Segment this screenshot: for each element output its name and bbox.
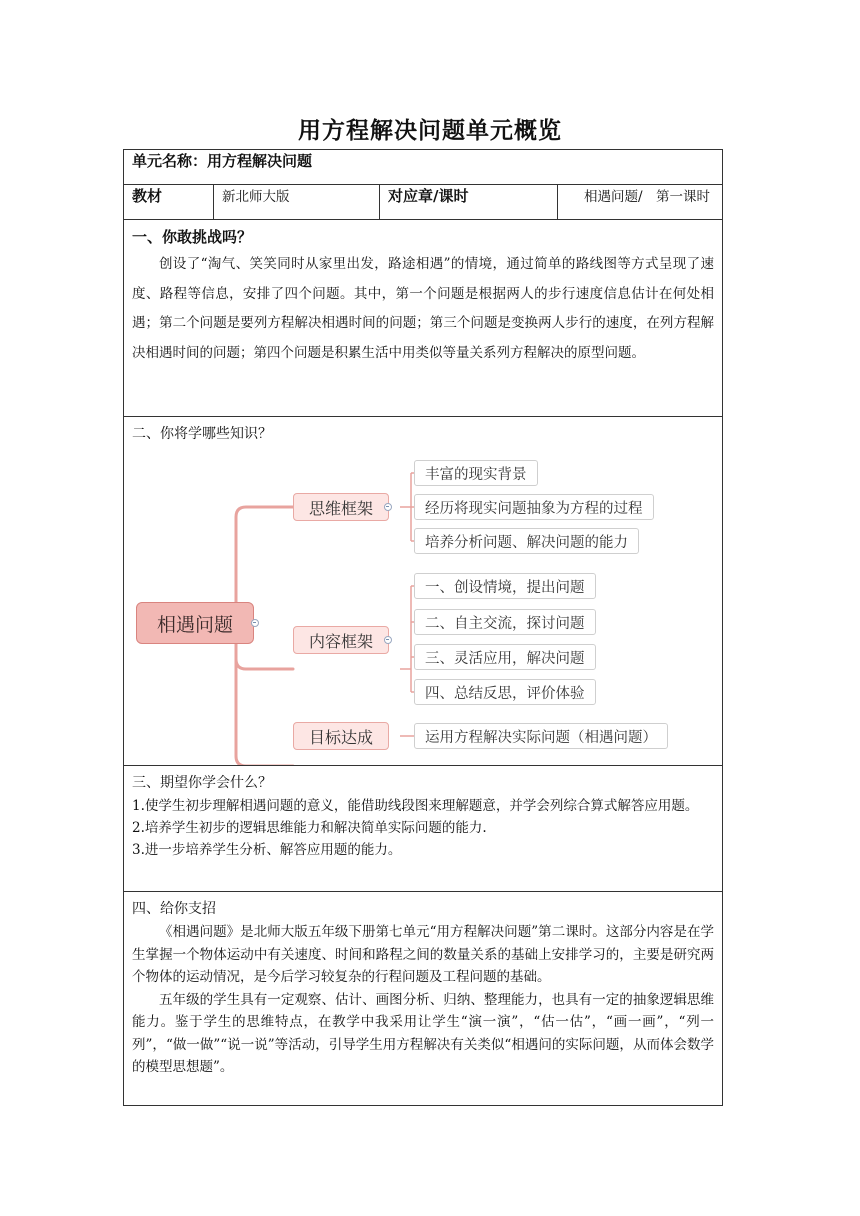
section-4-cell [124,892,723,1106]
section-1-body: 创设了“淘气、笑笑同时从家里出发，路途相遇”的情境，通过简单的路线图等方式呈现了速度、路程等信息，安排了四个问题。其中，第一个问题是根据两人的步行速度信息估计在何处相遇；第二个问题是要列方程解决相遇时间的问题；第三个问题是变换两人步行的速度，在列方程解决相遇时间的问题；第四个问题是积累生活中用类似等量关系列方程解决的原型问题。 [132,256,715,361]
unit-value: 用方程解决问题 [207,152,313,170]
goal-item-1: 1.使学生初步理解相遇问题的意义，能借助线段图来理解题意，并学会列综合算式解答应用题。 [132,798,699,814]
mindmap [132,447,715,765]
unit-label: 单元名称： [132,152,208,170]
goal-item-3: 3.进一步培养学生分析、解答应用题的能力。 [132,842,402,858]
collapse-icon[interactable] [384,503,392,511]
goal-item-2: 2.培养学生初步的逻辑思维能力和解决简单实际问题的能力. [132,820,487,836]
textbook-value: 新北师大版 [214,185,380,220]
section-2-row [124,417,723,766]
chapter-value: 相遇问题/ 第一课时 [558,185,723,220]
page-title: 用方程解决问题单元概览 [298,117,562,144]
leaf-analysis-ability: 培养分析问题、解决问题的能力 [414,528,639,554]
leaf-step-1: 一、创设情境，提出问题 [414,573,596,599]
leaf-abstract-process: 经历将现实问题抽象为方程的过程 [414,494,654,520]
section-4-heading: 四、给你支招 [132,901,216,917]
section-2-cell [124,417,723,766]
tips-paragraph-1: 《相遇问题》是北师大版五年级下册第七单元“用方程解决问题”第二课时。这部分内容是在学生掌握一个物体运动中有关速度、时间和路程之间的数量关系的基础上安排学习的，主要是研究两个物体的运动情况，是今后学习较复杂的行程问题及工程问题的基础。 [132,924,715,985]
section-3-heading: 三、期望你学会什么？ [132,775,272,791]
branch-content-framework: 内容框架 [293,626,389,654]
tips-paragraph-2: 五年级的学生具有一定观察、估计、画图分析、归纳、整理能力，也具有一定的抽象逻辑思维能力。鉴于学生的思维特点，在教学中我采用让学生“演一演”，“估一估”，“画一画”，“列一列”，“做一做”“说一说”等活动，引导学生用方程解决有关类似“相遇问的实际问题，从而体会数学的模型思想题”。 [132,991,715,1075]
branch-goal-achievement: 目标达成 [293,722,389,750]
meta-row [124,185,723,220]
chapter-label: 对应章/课时 [380,185,558,220]
connector-root-branch2 [236,644,293,669]
collapse-icon[interactable] [251,619,259,627]
leaf-real-background: 丰富的现实背景 [414,460,538,486]
connector-root-branch1 [236,507,293,602]
unit-row [124,150,723,185]
section-1-cell [124,220,723,417]
textbook-label: 教材 [124,185,214,220]
section-2-heading: 二、你将学哪些知识？ [132,426,272,442]
connector-b2 [400,586,420,692]
collapse-icon[interactable] [384,636,392,644]
section-4-row [124,892,723,1106]
overview-table [123,149,723,1106]
unit-cell [124,150,723,185]
section-1-row [124,220,723,417]
branch-thinking-framework: 思维框架 [293,493,389,521]
connector-root-branch3 [236,644,293,765]
leaf-goal: 运用方程解决实际问题（相遇问题） [414,723,668,749]
section-1-heading: 一、你敢挑战吗？ [132,228,253,246]
mindmap-root: 相遇问题 [136,602,254,644]
section-3-row [124,766,723,892]
leaf-step-4: 四、总结反思，评价体验 [414,679,596,705]
leaf-step-3: 三、灵活应用，解决问题 [414,644,596,670]
leaf-step-2: 二、自主交流，探讨问题 [414,609,596,635]
section-3-cell [124,766,723,892]
